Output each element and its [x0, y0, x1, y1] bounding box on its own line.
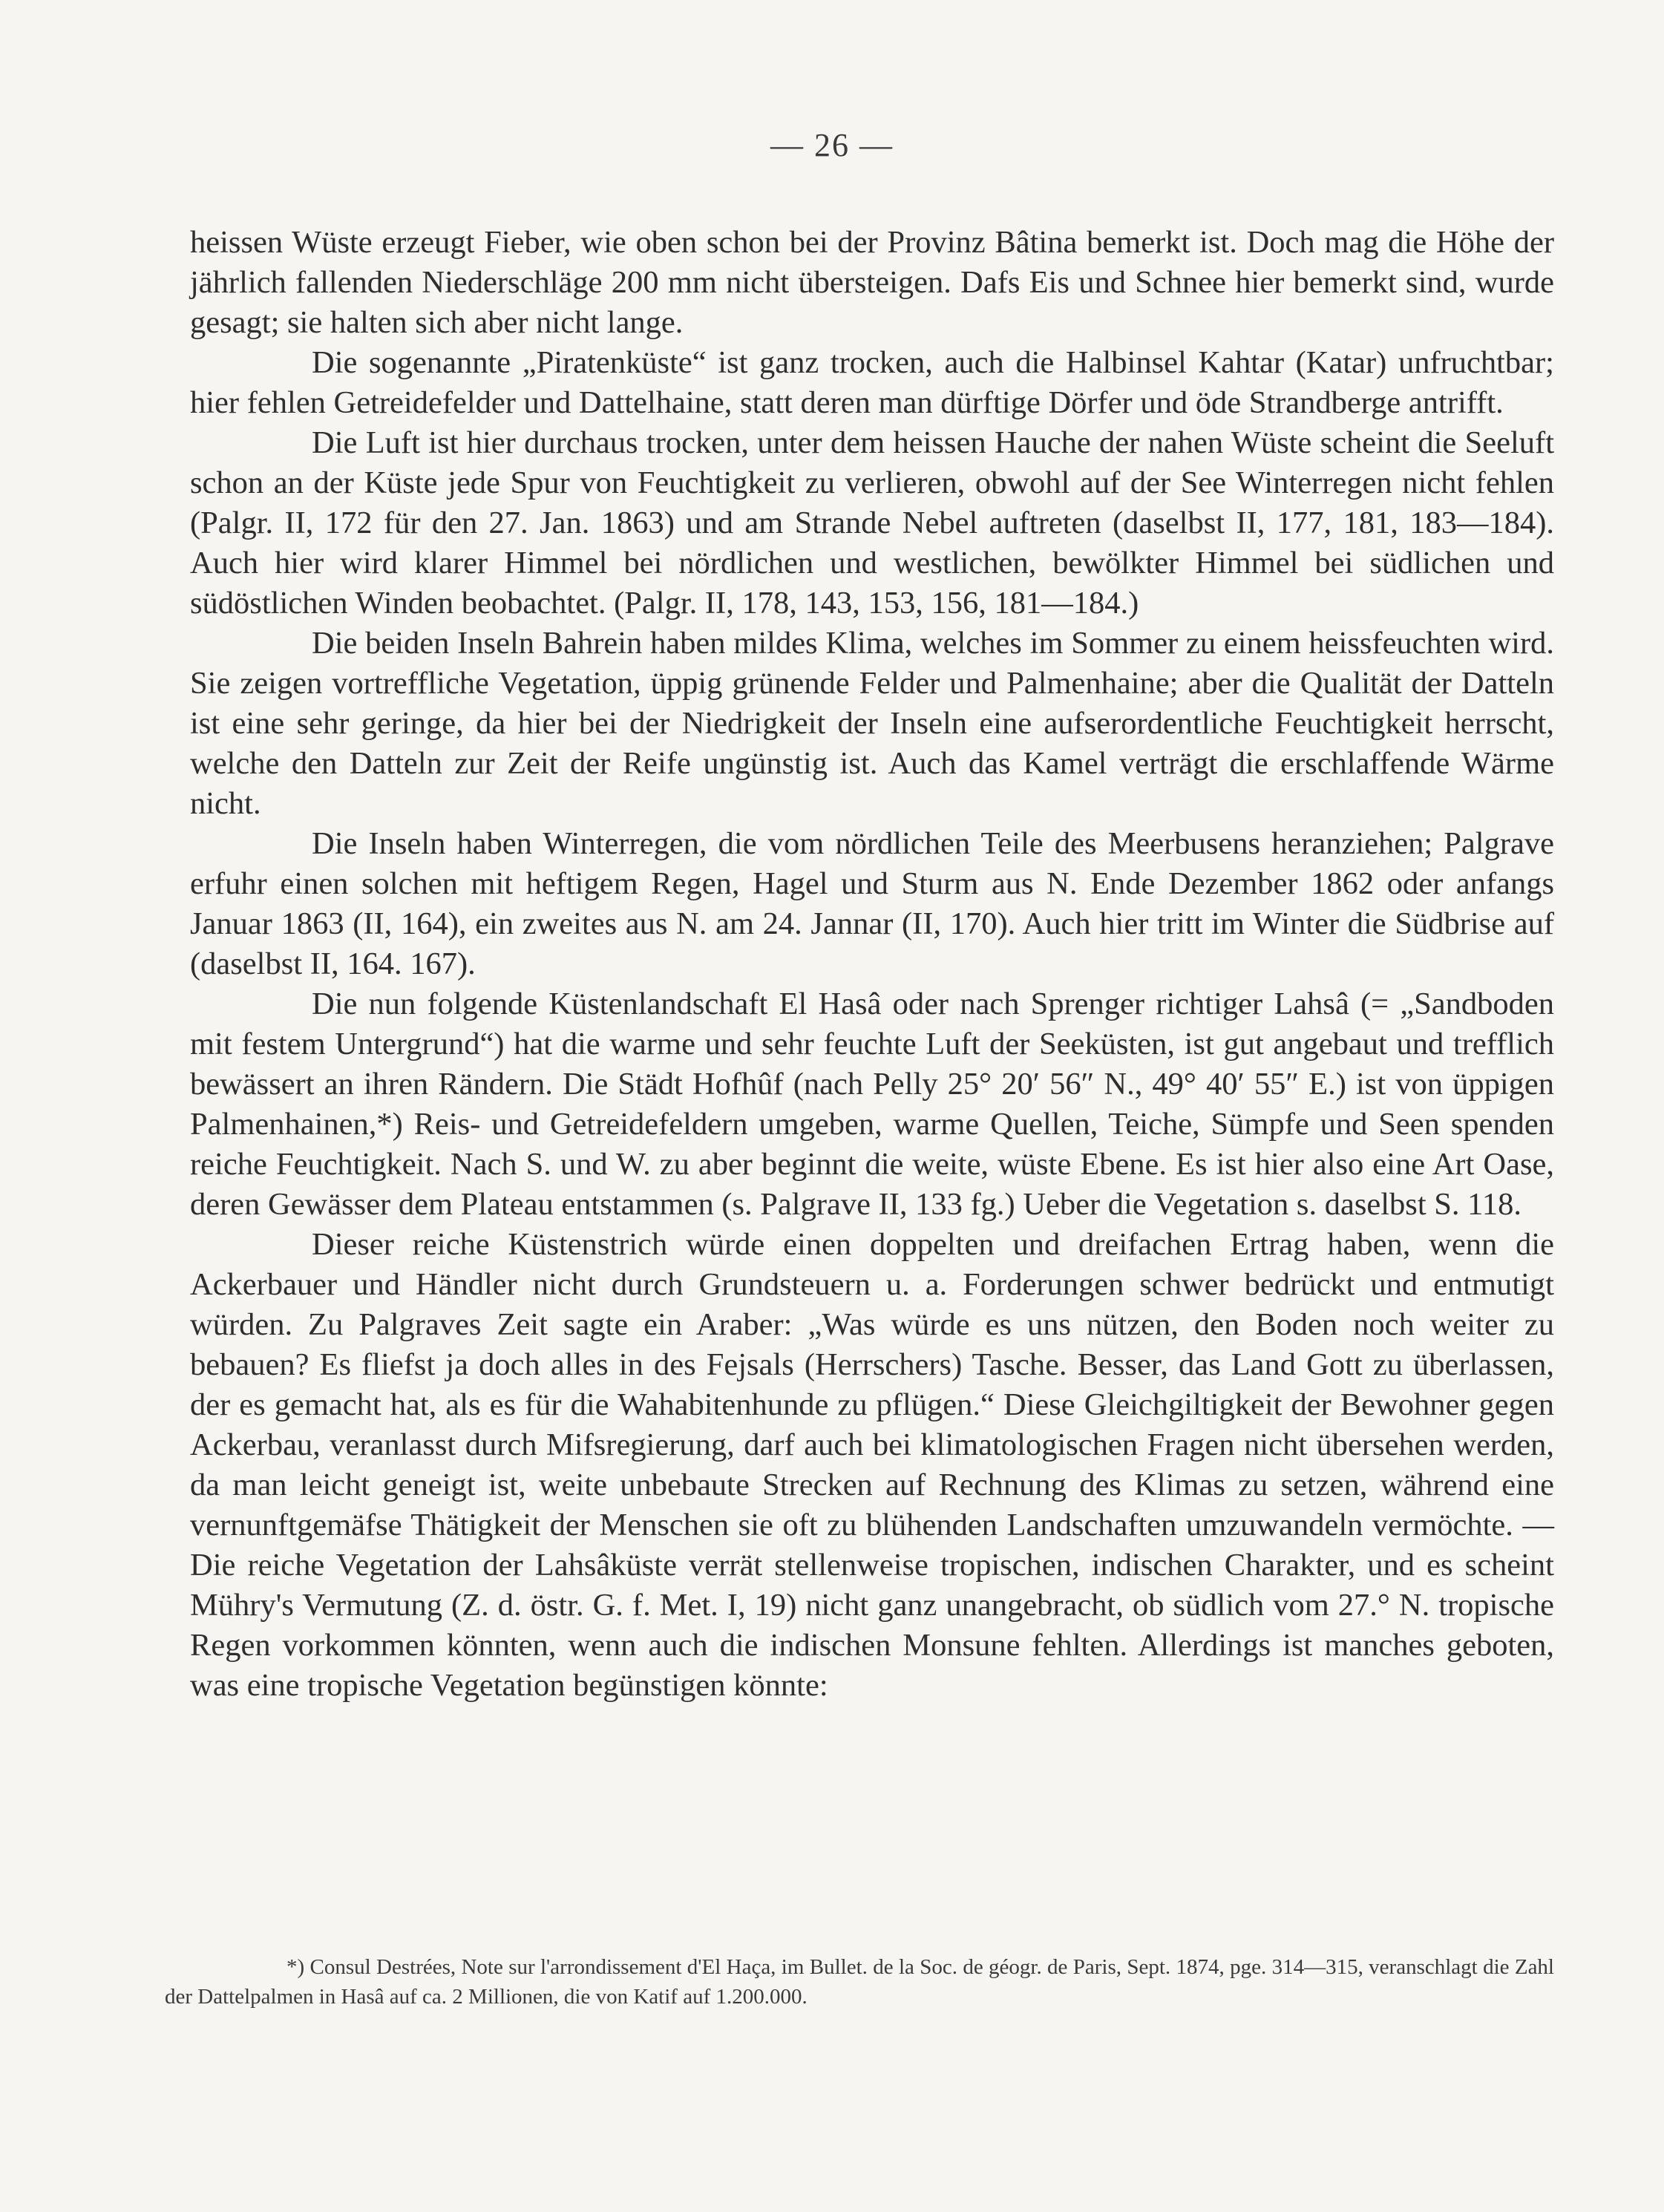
- page-number: — 26 —: [770, 127, 894, 163]
- paragraph-4: Die beiden Inseln Bahrein haben mildes Klima, welches im Sommer zu einem heissfeuchten wird. Sie zeigen vortreffliche Vegetation, üppig grünende Felder und Palmenhaine; aber die Qualität der Datteln ist eine sehr geringe, da hier bei der Niedrigkeit der Inseln eine aufserordentliche Feuchtigkeit herrscht, welche den Datteln zur Zeit der Reife ungünstig ist. Auch das Kamel verträgt die erschlaffende Wärme nicht.: [190, 626, 1554, 821]
- paragraph-3: Die Luft ist hier durchaus trocken, unter dem heissen Hauche der nahen Wüste scheint die Seeluft schon an der Küste jede Spur von Feuchtigkeit zu verlieren, obwohl auf der See Winterregen nicht fehlen (Palgr. II, 172 für den 27. Jan. 1863) und am Strande Nebel auftreten (daselbst II, 177, 181, 183—184). Auch hier wird klarer Himmel bei nördlichen und westlichen, bewölkter Himmel bei südlichen und südöstlichen Winden beobachtet. (Palgr. II, 178, 143, 153, 156, 181—184.): [190, 425, 1554, 621]
- footnote: *) Consul Destrées, Note sur l'arrondissement d'El Haça, im Bullet. de la Soc. de géogr. de Paris, Sept. 1874, pge. 314—315, veranschlagt die Zahl der Dattelpalmen in Hasâ auf ca. 2 Millionen, die von Katif auf 1.200.000.: [165, 1955, 1554, 2009]
- paragraph-5: Die Inseln haben Winterregen, die vom nördlichen Teile des Meerbusens heranziehen; Palgrave erfuhr einen solchen mit heftigem Regen, Hagel und Sturm aus N. Ende Dezember 1862 oder anfangs Januar 1863 (II, 164), ein zweites aus N. am 24. Jannar (II, 170). Auch hier tritt im Winter die Südbrise auf (daselbst II, 164. 167).: [190, 826, 1554, 981]
- paragraph-6: Die nun folgende Küstenlandschaft El Hasâ oder nach Sprenger richtiger Lahsâ (= „Sandboden mit festem Untergrund“) hat die warme und sehr feuchte Luft der Seeküsten, ist gut angebaut und trefflich bewässert an ihren Rändern. Die Städt Hofhûf (nach Pelly 25° 20′ 56″ N., 49° 40′ 55″ E.) ist von üppigen Palmenhainen,*) Reis- und Getreidefeldern umgeben, warme Quellen, Teiche, Sümpfe und Seen spenden reiche Feuchtigkeit. Nach S. und W. zu aber beginnt die weite, wüste Ebene. Es ist hier also eine Art Oase, deren Gewässer dem Plateau entstammen (s. Palgrave II, 133 fg.) Ueber die Vegetation s. daselbst S. 118.: [190, 986, 1554, 1222]
- body-text: [190, 223, 1554, 1706]
- paragraph-2: Die sogenannte „Piratenküste“ ist ganz trocken, auch die Halbinsel Kahtar (Katar) unfruchtbar; hier fehlen Getreidefelder und Dattelhaine, statt deren man dürftige Dörfer und öde Strandberge antrifft.: [190, 345, 1554, 420]
- paragraph-7: Dieser reiche Küstenstrich würde einen doppelten und dreifachen Ertrag haben, wenn die Ackerbauer und Händler nicht durch Grundsteuern u. a. Forderungen schwer bedrückt und entmutigt würden. Zu Palgraves Zeit sagte ein Araber: „Was würde es uns nützen, den Boden noch weiter zu bebauen? Es fliefst ja doch alles in des Fejsals (Herrschers) Tasche. Besser, das Land Gott zu überlassen, der es gemacht hat, als es für die Wahabitenhunde zu pflügen.“ Diese Gleichgiltigkeit der Bewohner gegen Ackerbau, veranlasst durch Mifsregierung, darf auch bei klimatologischen Fragen nicht übersehen werden, da man leicht geneigt ist, weite unbebaute Strecken auf Rechnung des Klimas zu setzen, während eine vernunftgemäfse Thätigkeit der Menschen sie oft zu blühenden Landschaften umzuwandeln vermöchte. — Die reiche Vegetation der Lahsâküste verrät stellenweise tropischen, indischen Charakter, und es scheint Mühry's Vermutung (Z. d. östr. G. f. Met. I, 19) nicht ganz unangebracht, ob südlich vom 27.° N. tropische Regen vorkommen könnten, wenn auch die indischen Monsune fehlten. Allerdings ist manches geboten, was eine tropische Vegetation begünstigen könnte:: [190, 1227, 1554, 1703]
- paragraph-1: heissen Wüste erzeugt Fieber, wie oben schon bei der Provinz Bâtina bemerkt ist. Doch mag die Höhe der jährlich fallenden Niederschläge 200 mm nicht übersteigen. Dafs Eis und Schnee hier bemerkt sind, wurde gesagt; sie halten sich aber nicht lange.: [190, 225, 1554, 340]
